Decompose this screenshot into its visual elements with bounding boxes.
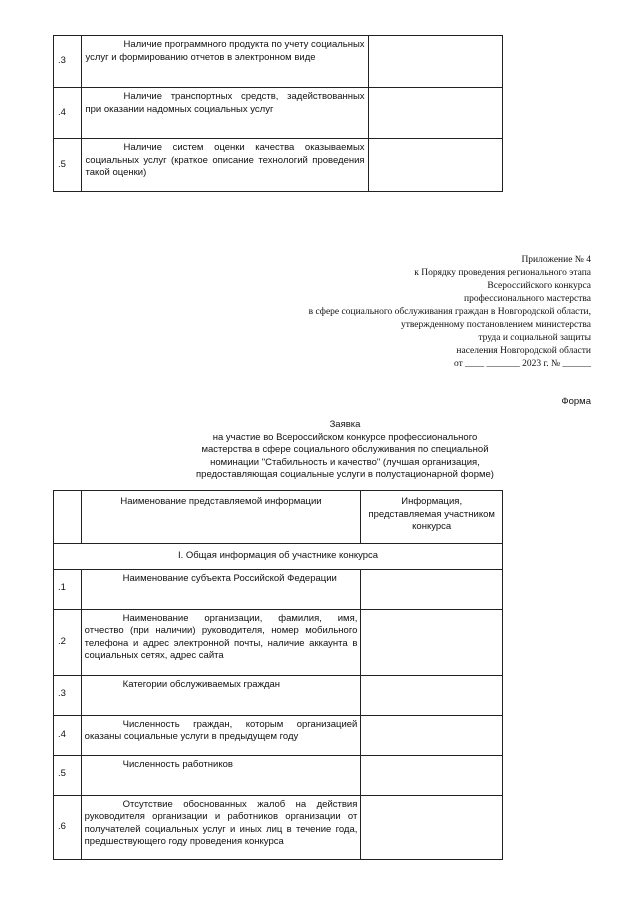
title-line: номинации "Стабильность и качество" (лучшая организация, bbox=[210, 456, 480, 468]
application-title bbox=[150, 419, 540, 482]
title-heading: Заявка bbox=[329, 419, 361, 430]
table-row bbox=[54, 88, 503, 139]
title-line: на участие во Всероссийском конкурсе профессионального bbox=[212, 431, 478, 443]
title-line: предоставляющая социальные услуги в полустационарной форме) bbox=[196, 469, 494, 480]
row-info-cell[interactable] bbox=[368, 36, 502, 88]
appendix-line: к Порядку проведения регионального этапа bbox=[414, 268, 591, 278]
section-row bbox=[54, 544, 503, 570]
appendix-line: в сфере социального обслуживания граждан в Новгородской области, bbox=[308, 307, 591, 317]
row-number: .3 bbox=[54, 675, 82, 715]
row-number: .5 bbox=[54, 139, 82, 192]
header-number-cell bbox=[54, 491, 82, 544]
row-number: .3 bbox=[54, 36, 82, 88]
row-info-cell[interactable] bbox=[361, 715, 503, 755]
appendix-reference bbox=[309, 254, 591, 371]
row-number: .4 bbox=[54, 88, 82, 139]
row-number: .4 bbox=[54, 715, 82, 755]
row-info-cell[interactable] bbox=[361, 609, 503, 675]
table-row bbox=[54, 36, 503, 88]
appendix-line: труда и социальной защиты bbox=[478, 333, 591, 343]
table-row bbox=[54, 569, 503, 609]
table-row bbox=[54, 609, 503, 675]
table-row bbox=[54, 675, 503, 715]
table-row bbox=[54, 795, 503, 859]
appendix-line: утвержденному постановлением министерства bbox=[400, 320, 591, 330]
row-description: Наличие транспортных средств, задействованных при оказании надомных социальных услуг bbox=[82, 88, 368, 139]
table-row bbox=[54, 715, 503, 755]
row-description: Численность граждан, которым организацией оказаны социальные услуги в предыдущем году bbox=[81, 715, 361, 755]
appendix-line: Всероссийского конкурса bbox=[487, 281, 591, 291]
appendix-line: Приложение № 4 bbox=[521, 255, 591, 265]
row-number: .6 bbox=[54, 795, 82, 859]
appendix-line: профессионального мастерства bbox=[464, 294, 591, 304]
section-title: I. Общая информация об участнике конкурса bbox=[54, 544, 503, 570]
row-info-cell[interactable] bbox=[361, 675, 503, 715]
row-number: .5 bbox=[54, 755, 82, 795]
row-description: Наименование организации, фамилия, имя, отчество (при наличии) руководителя, номер мобильного телефона и адрес электронной почты, наличие аккаунта в социальных сетях, адрес сайта bbox=[81, 609, 361, 675]
row-info-cell[interactable] bbox=[361, 755, 503, 795]
header-info-cell: Информация, представляемая участником конкурса bbox=[361, 491, 503, 544]
title-line: мастерства в сфере социального обслуживания по специальной bbox=[201, 444, 489, 455]
row-description: Численность работников bbox=[81, 755, 361, 795]
row-info-cell[interactable] bbox=[368, 139, 502, 192]
row-number: .1 bbox=[54, 569, 82, 609]
row-description: Наименование субъекта Российской Федерации bbox=[81, 569, 361, 609]
row-description: Наличие программного продукта по учету социальных услуг и формированию отчетов в электронном виде bbox=[82, 36, 368, 88]
row-info-cell[interactable] bbox=[361, 569, 503, 609]
continuation-table bbox=[53, 35, 503, 192]
row-description: Категории обслуживаемых граждан bbox=[81, 675, 361, 715]
row-description: Наличие систем оценки качества оказываемых социальных услуг (краткое описание технологий проведения такой оценки) bbox=[82, 139, 368, 192]
row-description: Отсутствие обоснованных жалоб на действия руководителя организации и работников организации от получателей социальных услуг и иных лиц в течение года, предшествующего году проведения конкурса bbox=[81, 795, 361, 859]
row-info-cell[interactable] bbox=[361, 795, 503, 859]
application-table bbox=[53, 490, 503, 860]
table-row bbox=[54, 139, 503, 192]
row-number: .2 bbox=[54, 609, 82, 675]
table-header-row bbox=[54, 491, 503, 544]
form-label: Форма bbox=[561, 396, 591, 407]
appendix-line: от ____ _______ 2023 г. № ______ bbox=[453, 359, 591, 369]
row-info-cell[interactable] bbox=[368, 88, 502, 139]
appendix-line: населения Новгородской области bbox=[456, 346, 591, 356]
table-row bbox=[54, 755, 503, 795]
header-name-cell: Наименование представляемой информации bbox=[81, 491, 361, 544]
